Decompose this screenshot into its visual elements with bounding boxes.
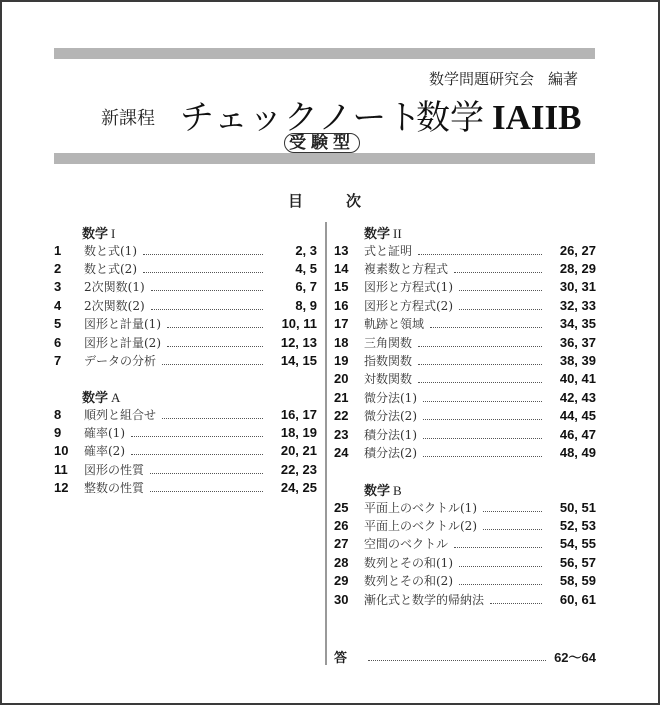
entry-number: 20 [334, 371, 349, 387]
title-subject [416, 90, 581, 139]
leader-dots [423, 456, 542, 457]
entry-title: 漸化式と数学的帰納法 [364, 592, 485, 607]
section-header-math-b: 数学 B [364, 483, 402, 499]
entry-pages: 44, 45 [559, 408, 596, 424]
entry-pages: 56, 57 [559, 554, 596, 570]
entry-title: 図形と計量(2) [84, 335, 161, 350]
toc-entry[interactable] [54, 278, 317, 296]
entry-number: 21 [334, 389, 349, 405]
toc-entry[interactable] [54, 351, 317, 369]
section-header-math-1: 数学 I [82, 226, 116, 242]
leader-dots [162, 418, 263, 419]
entry-number: 15 [334, 279, 349, 295]
leader-dots [151, 290, 263, 291]
title-main: チェックノート [180, 98, 423, 138]
entry-title: 微分法(2) [364, 409, 417, 424]
entry-title: 軌跡と領域 [364, 317, 425, 332]
bottom-decorative-bar [54, 153, 595, 164]
entry-pages: 12, 13 [280, 334, 317, 350]
entry-title: 順列と組合せ [84, 407, 157, 422]
entry-title: 確率(2) [84, 444, 125, 459]
toc-entry[interactable] [334, 370, 596, 388]
toc-entry[interactable] [334, 553, 596, 571]
entry-pages: 16, 17 [280, 406, 317, 422]
leader-dots [418, 346, 542, 347]
toc-entry[interactable] [54, 479, 317, 497]
toc-entry[interactable] [334, 388, 596, 406]
entry-title: 確率(1) [84, 425, 125, 440]
toc-heading-left: 目 [288, 192, 304, 210]
entry-pages: 34, 35 [559, 316, 596, 332]
toc-entry[interactable] [334, 296, 596, 314]
leader-dots [483, 511, 542, 512]
entry-pages: 14, 15 [280, 352, 317, 368]
entry-pages: 32, 33 [559, 297, 596, 313]
leader-dots [459, 309, 542, 310]
entry-title: 図形と方程式(2) [364, 298, 453, 313]
subject-name: 数学 [416, 98, 484, 138]
section-header-math-2: 数学 II [364, 226, 402, 242]
entry-pages: 54, 55 [559, 536, 596, 552]
top-decorative-bar [54, 48, 595, 59]
entry-pages: 26, 27 [559, 242, 596, 258]
entry-number: 24 [334, 444, 349, 460]
leader-dots [418, 382, 542, 383]
entry-number: 27 [334, 536, 349, 552]
leader-dots [454, 272, 542, 273]
editor-role: 編著 [547, 70, 578, 88]
entry-title: 複素数と方程式 [364, 261, 449, 276]
entry-number: 14 [334, 260, 349, 276]
book-title [0, 92, 660, 138]
entry-pages: 50, 51 [559, 499, 596, 515]
leader-dots [418, 364, 542, 365]
entry-number: 13 [334, 242, 349, 258]
entry-title: 数と式(2) [84, 261, 137, 276]
leader-dots [423, 419, 542, 420]
exam-type-badge: 受験型 [284, 133, 360, 153]
leader-dots [131, 454, 263, 455]
entry-number: 28 [334, 554, 349, 570]
entry-title: 積分法(2) [364, 445, 417, 460]
entry-title: 三角関数 [364, 335, 413, 350]
leader-dots [418, 254, 542, 255]
entry-number: 6 [54, 334, 62, 350]
entry-number: 18 [334, 334, 349, 350]
entry-title: 積分法(1) [364, 427, 417, 442]
entry-pages: 28, 29 [559, 260, 596, 276]
entry-pages: 42, 43 [559, 389, 596, 405]
toc-entry[interactable] [54, 423, 317, 441]
entry-number: 17 [334, 316, 349, 332]
entry-title: 対数関数 [364, 372, 413, 387]
entry-pages: 52, 53 [559, 517, 596, 533]
toc-entry[interactable] [54, 333, 317, 351]
editor-credit [429, 68, 578, 89]
entry-title: 整数の性質 [84, 481, 145, 496]
toc-entry[interactable] [54, 241, 317, 259]
entry-pages: 22, 23 [280, 461, 317, 477]
entry-pages: 8, 9 [295, 297, 317, 313]
leader-dots [483, 529, 542, 530]
entry-title: 平面上のベクトル(2) [364, 518, 477, 533]
toc-entry[interactable] [334, 425, 596, 443]
toc-entry[interactable] [334, 498, 596, 516]
entry-pages: 4, 5 [295, 260, 317, 276]
toc-entry[interactable] [334, 259, 596, 277]
entry-number: 4 [54, 297, 62, 313]
toc-entry[interactable] [54, 296, 317, 314]
entry-pages: 24, 25 [280, 480, 317, 496]
leader-dots [490, 603, 542, 604]
leader-dots [430, 327, 542, 328]
subject-levels: IAIIB [492, 98, 582, 137]
entry-title: 式と証明 [364, 243, 413, 258]
entry-number: 23 [334, 426, 349, 442]
toc-entry[interactable] [334, 535, 596, 553]
leader-dots [131, 436, 263, 437]
toc-entry[interactable] [334, 315, 596, 333]
entry-title: 数列とその和(1) [364, 555, 453, 570]
answers-label: 答 [334, 650, 348, 666]
entry-number: 5 [54, 316, 62, 332]
leader-dots [459, 290, 542, 291]
leader-dots [150, 473, 263, 474]
leader-dots [459, 584, 542, 585]
leader-dots [459, 566, 542, 567]
leader-dots [162, 364, 263, 365]
leader-dots [143, 272, 263, 273]
entry-number: 26 [334, 517, 349, 533]
entry-pages: 2, 3 [295, 242, 317, 258]
entry-title: 数列とその和(2) [364, 574, 453, 589]
answers-pages: 62〜64 [554, 649, 596, 665]
leader-dots [167, 327, 263, 328]
toc-entry[interactable] [54, 460, 317, 478]
toc-entry[interactable] [54, 315, 317, 333]
entry-title: 微分法(1) [364, 390, 417, 405]
entry-pages: 6, 7 [295, 279, 317, 295]
entry-number: 11 [54, 461, 68, 477]
section-header-math-a: 数学 A [82, 390, 121, 406]
toc-entry[interactable] [54, 259, 317, 277]
toc-entry[interactable] [334, 241, 596, 259]
entry-number: 8 [54, 406, 62, 422]
entry-title: 図形と計量(1) [84, 317, 161, 332]
toc-entry[interactable] [334, 590, 596, 608]
toc-entry[interactable] [334, 407, 596, 425]
leader-dots [454, 547, 542, 548]
entry-title: データの分析 [84, 353, 157, 368]
leader-dots [143, 254, 263, 255]
entry-number: 3 [54, 279, 62, 295]
entry-number: 10 [54, 443, 69, 459]
entry-number: 19 [334, 352, 349, 368]
entry-pages: 38, 39 [559, 352, 596, 368]
toc-entry[interactable] [334, 516, 596, 534]
toc-entry[interactable] [334, 351, 596, 369]
entry-title: 平面上のベクトル(1) [364, 500, 477, 515]
entry-pages: 58, 59 [559, 573, 596, 589]
entry-pages: 48, 49 [559, 444, 596, 460]
entry-number: 25 [334, 499, 349, 515]
leader-dots [368, 660, 546, 661]
leader-dots [423, 401, 542, 402]
entry-number: 7 [54, 352, 62, 368]
entry-title: 2次関数(1) [84, 280, 145, 295]
entry-number: 30 [334, 591, 349, 607]
leader-dots [151, 309, 263, 310]
entry-title: 空間のベクトル [364, 537, 449, 552]
leader-dots [167, 346, 263, 347]
title-prefix: 新課程 [101, 108, 155, 129]
toc-entry[interactable] [334, 333, 596, 351]
entry-title: 指数関数 [364, 353, 413, 368]
entry-pages: 46, 47 [559, 426, 596, 442]
leader-dots [423, 438, 542, 439]
entry-pages: 18, 19 [280, 424, 317, 440]
column-divider [325, 222, 327, 665]
entry-pages: 36, 37 [559, 334, 596, 350]
entry-title: 2次関数(2) [84, 298, 145, 313]
entry-number: 12 [54, 480, 69, 496]
entry-pages: 20, 21 [280, 443, 317, 459]
entry-pages: 30, 31 [559, 279, 596, 295]
toc-heading-right: 次 [346, 192, 362, 210]
toc-entry[interactable] [334, 278, 596, 296]
entry-number: 9 [54, 424, 62, 440]
entry-title: 数と式(1) [84, 243, 137, 258]
toc-entry[interactable] [334, 443, 596, 461]
entry-title: 図形の性質 [84, 462, 145, 477]
entry-number: 16 [334, 297, 349, 313]
entry-number: 29 [334, 573, 349, 589]
entry-pages: 40, 41 [559, 371, 596, 387]
toc-entry[interactable] [54, 405, 317, 423]
entry-pages: 10, 11 [281, 316, 317, 332]
entry-pages: 60, 61 [559, 591, 596, 607]
toc-entry[interactable] [334, 572, 596, 590]
entry-number: 1 [54, 242, 62, 258]
entry-title: 図形と方程式(1) [364, 280, 453, 295]
leader-dots [150, 491, 263, 492]
toc-answers-row[interactable] [334, 647, 596, 665]
editor-name: 数学問題研究会 [428, 70, 534, 88]
entry-number: 22 [334, 408, 349, 424]
entry-number: 2 [54, 260, 62, 276]
toc-entry[interactable] [54, 442, 317, 460]
